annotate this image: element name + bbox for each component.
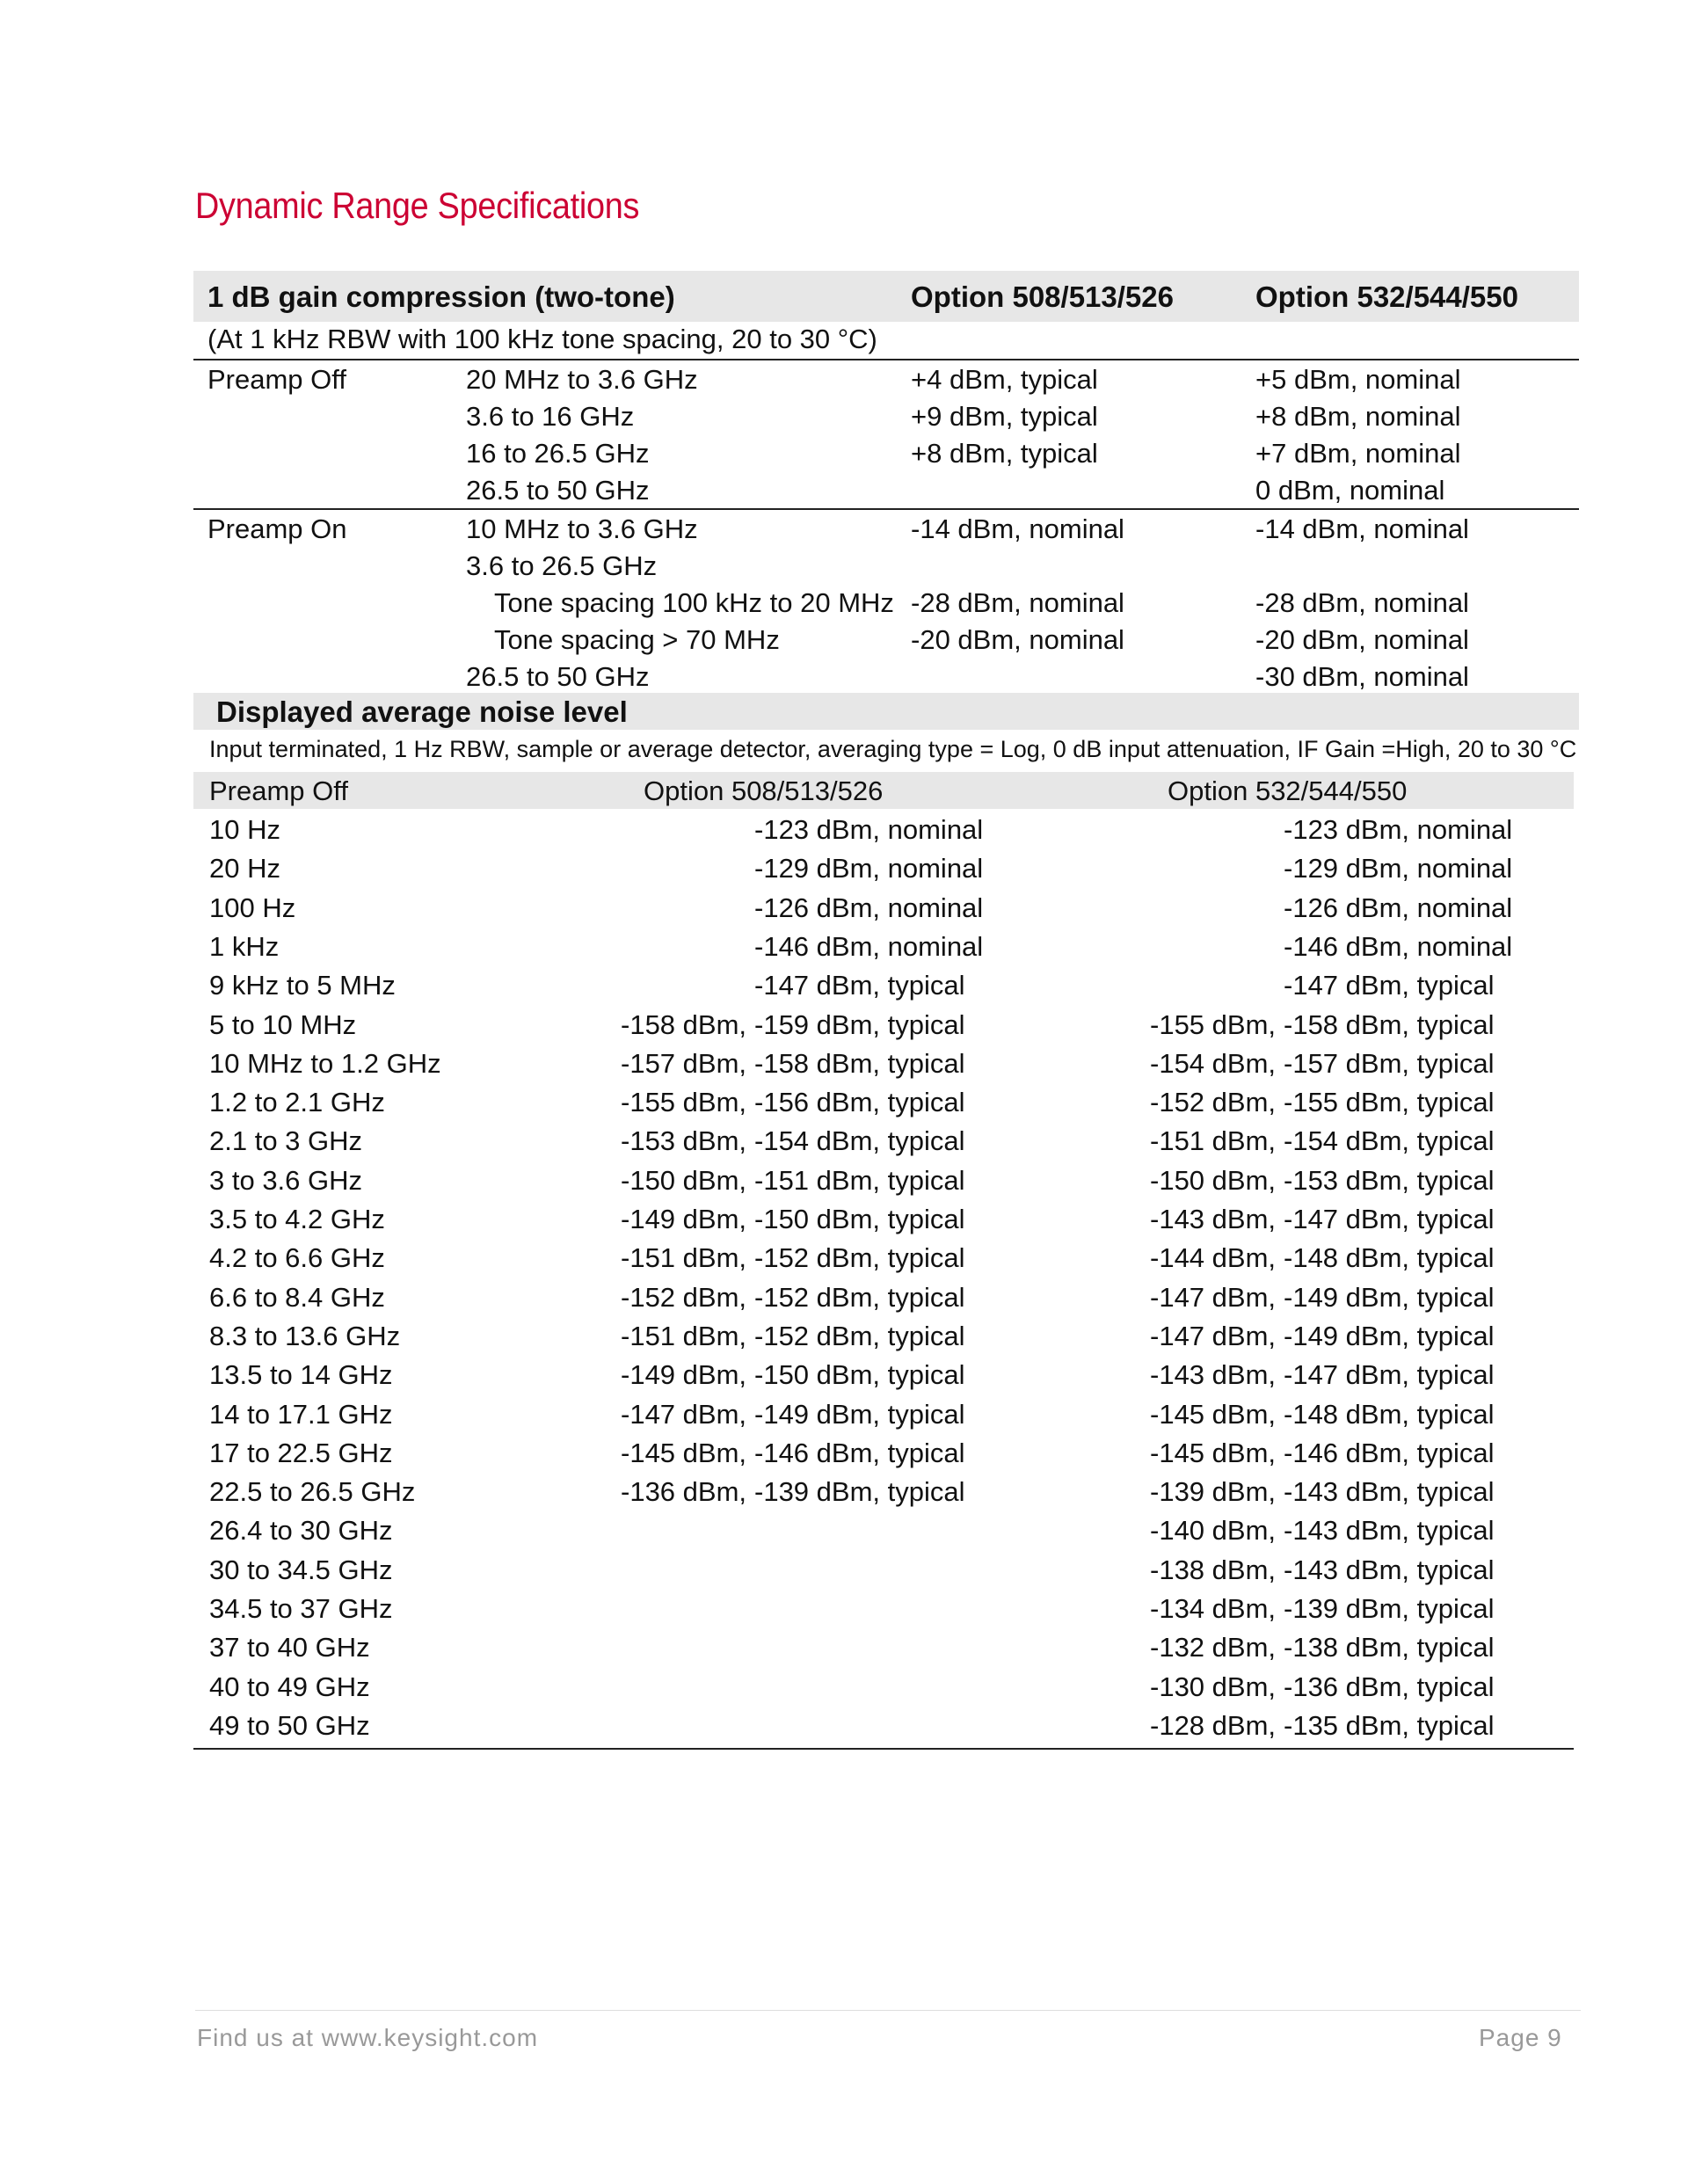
danl-freq: 14 to 17.1 GHz: [209, 1398, 393, 1430]
danl-532-value-b: -143 dBm, typical: [1284, 1554, 1495, 1585]
danl-532-value-b: -129 dBm, nominal: [1284, 853, 1513, 885]
danl-508-value-b: -150 dBm, typical: [754, 1359, 965, 1391]
danl-532-value-b: -157 dBm, typical: [1284, 1047, 1495, 1079]
danl-freq: 6.6 to 8.4 GHz: [209, 1281, 385, 1313]
danl-532-value-b: -146 dBm, nominal: [1284, 930, 1513, 962]
danl-508-value-b: -149 dBm, typical: [754, 1398, 965, 1430]
danl-col2-header: Option 532/544/550: [1168, 775, 1408, 806]
footer-page-number: Page 9: [1479, 2024, 1562, 2051]
danl-532-value-b: -143 dBm, typical: [1284, 1476, 1495, 1508]
gain-off-value-532: +5 dBm, nominal: [1255, 364, 1461, 395]
danl-532-value-a: -143 dBm,: [1150, 1204, 1277, 1234]
danl-508-value-a: -153 dBm,: [621, 1125, 747, 1157]
danl-532-value-b: -139 dBm, typical: [1284, 1593, 1495, 1624]
danl-freq: 20 Hz: [209, 853, 280, 885]
danl-508-value-b: -139 dBm, typical: [754, 1476, 965, 1508]
danl-532-value-b: -143 dBm, typical: [1284, 1515, 1495, 1547]
danl-532-value-a: -139 dBm,: [1150, 1476, 1277, 1508]
danl-532-value-a: -143 dBm,: [1150, 1359, 1277, 1391]
danl-532-value-a: -147 dBm,: [1150, 1281, 1277, 1313]
danl-508-value-a: -149 dBm,: [621, 1204, 747, 1234]
danl-532-value-a: -132 dBm,: [1150, 1632, 1277, 1663]
danl-508-value-a: -151 dBm,: [621, 1320, 747, 1351]
danl-freq: 1.2 to 2.1 GHz: [209, 1087, 385, 1118]
danl-532-value-a: -138 dBm,: [1150, 1554, 1277, 1585]
gain-on-freq: 10 MHz to 3.6 GHz: [466, 513, 698, 544]
gain-on-value-532: -30 dBm, nominal: [1255, 661, 1469, 692]
danl-freq: 22.5 to 26.5 GHz: [209, 1476, 416, 1508]
gain-col1-header: Option 508/513/526: [911, 280, 1174, 313]
danl-532-value-a: -155 dBm,: [1150, 1008, 1277, 1040]
danl-532-value-b: -148 dBm, typical: [1284, 1398, 1495, 1430]
gain-on-value-532: -28 dBm, nominal: [1255, 587, 1469, 618]
preamp-on-label: Preamp On: [207, 513, 347, 544]
danl-532-value-a: -154 dBm,: [1150, 1047, 1277, 1079]
danl-freq: 4.2 to 6.6 GHz: [209, 1242, 385, 1274]
danl-532-value-b: -123 dBm, nominal: [1284, 814, 1513, 845]
gain-off-value-508: +9 dBm, typical: [911, 401, 1098, 432]
danl-532-value-a: -140 dBm,: [1150, 1515, 1277, 1547]
gain-header-label: 1 dB gain compression (two-tone): [207, 280, 675, 313]
danl-freq: 3 to 3.6 GHz: [209, 1164, 363, 1196]
gain-off-value-508: +8 dBm, typical: [911, 438, 1098, 469]
danl-532-value-a: -145 dBm,: [1150, 1437, 1277, 1468]
gain-condition: (At 1 kHz RBW with 100 kHz tone spacing, 20 to 30 °C): [207, 324, 877, 354]
danl-532-value-b: -136 dBm, typical: [1284, 1671, 1495, 1702]
danl-532-value-b: -147 dBm, typical: [1284, 1359, 1495, 1391]
danl-freq: 26.4 to 30 GHz: [209, 1515, 393, 1547]
danl-freq: 34.5 to 37 GHz: [209, 1593, 393, 1624]
gain-off-value-532: +7 dBm, nominal: [1255, 438, 1461, 469]
danl-freq: 100 Hz: [209, 892, 296, 923]
gain-off-freq: 16 to 26.5 GHz: [466, 438, 650, 469]
danl-508-value-a: -152 dBm,: [621, 1281, 747, 1313]
gain-off-value-508: +4 dBm, typical: [911, 364, 1098, 395]
danl-freq: 10 MHz to 1.2 GHz: [209, 1047, 441, 1079]
danl-532-value-a: -151 dBm,: [1150, 1125, 1277, 1157]
danl-508-value-b: -146 dBm, typical: [754, 1437, 965, 1468]
gain-off-freq: 26.5 to 50 GHz: [466, 475, 650, 506]
danl-freq: 10 Hz: [209, 814, 280, 845]
danl-freq: 5 to 10 MHz: [209, 1008, 357, 1040]
danl-freq: 17 to 22.5 GHz: [209, 1437, 393, 1468]
danl-532-value-b: -147 dBm, typical: [1284, 970, 1495, 1001]
danl-508-value-a: -145 dBm,: [621, 1437, 747, 1468]
gain-on-freq: Tone spacing > 70 MHz: [494, 624, 780, 655]
gain-off-freq: 20 MHz to 3.6 GHz: [466, 364, 698, 395]
danl-508-value-a: -150 dBm,: [621, 1164, 747, 1196]
danl-508-value-b: -126 dBm, nominal: [754, 892, 984, 923]
danl-freq: 3.5 to 4.2 GHz: [209, 1204, 385, 1234]
rule-gain-top: [193, 359, 1579, 360]
danl-freq: 37 to 40 GHz: [209, 1632, 370, 1663]
danl-532-value-b: -126 dBm, nominal: [1284, 892, 1513, 923]
danl-freq: 13.5 to 14 GHz: [209, 1359, 393, 1391]
gain-col2-header: Option 532/544/550: [1255, 280, 1518, 313]
rule-danl-bottom: [193, 1748, 1574, 1750]
danl-508-value-b: -129 dBm, nominal: [754, 853, 984, 885]
danl-532-value-b: -155 dBm, typical: [1284, 1087, 1495, 1118]
danl-532-value-a: -128 dBm,: [1150, 1709, 1277, 1741]
gain-on-freq: Tone spacing 100 kHz to 20 MHz: [494, 587, 894, 618]
danl-508-value-b: -123 dBm, nominal: [754, 814, 984, 845]
danl-508-value-b: -150 dBm, typical: [754, 1204, 965, 1234]
gain-on-value-508: -28 dBm, nominal: [911, 587, 1124, 618]
danl-508-value-a: -136 dBm,: [621, 1476, 747, 1508]
danl-freq: 30 to 34.5 GHz: [209, 1554, 393, 1585]
gain-on-freq: 3.6 to 26.5 GHz: [466, 550, 658, 581]
danl-532-value-b: -135 dBm, typical: [1284, 1709, 1495, 1741]
danl-freq: 8.3 to 13.6 GHz: [209, 1320, 401, 1351]
danl-532-value-a: -144 dBm,: [1150, 1242, 1277, 1274]
gain-on-freq: 26.5 to 50 GHz: [466, 661, 650, 692]
danl-freq: 9 kHz to 5 MHz: [209, 970, 396, 1001]
danl-532-value-b: -149 dBm, typical: [1284, 1281, 1495, 1313]
gain-off-value-532: 0 dBm, nominal: [1255, 475, 1445, 506]
danl-532-value-b: -149 dBm, typical: [1284, 1320, 1495, 1351]
danl-508-value-b: -152 dBm, typical: [754, 1320, 965, 1351]
danl-532-value-a: -147 dBm,: [1150, 1320, 1277, 1351]
danl-508-value-b: -156 dBm, typical: [754, 1087, 965, 1118]
danl-532-value-b: -158 dBm, typical: [1284, 1008, 1495, 1040]
danl-532-value-a: -145 dBm,: [1150, 1398, 1277, 1430]
danl-condition: Input terminated, 1 Hz RBW, sample or average detector, averaging type = Log, 0 dB input attenuation, IF Gain =High, 20 to 30 °C: [209, 736, 1577, 762]
danl-508-value-b: -154 dBm, typical: [754, 1125, 965, 1157]
danl-508-value-b: -152 dBm, typical: [754, 1281, 965, 1313]
gain-off-value-532: +8 dBm, nominal: [1255, 401, 1461, 432]
danl-532-value-b: -138 dBm, typical: [1284, 1632, 1495, 1663]
danl-508-value-b: -158 dBm, typical: [754, 1047, 965, 1079]
preamp-off-label: Preamp Off: [207, 364, 346, 395]
gain-on-value-508: -20 dBm, nominal: [911, 624, 1124, 655]
danl-freq: 1 kHz: [209, 930, 280, 962]
danl-532-value-b: -154 dBm, typical: [1284, 1125, 1495, 1157]
footer-link[interactable]: Find us at www.keysight.com: [197, 2024, 539, 2051]
page-title: Dynamic Range Specifications: [195, 185, 640, 226]
gain-on-value-508: -14 dBm, nominal: [911, 513, 1124, 544]
danl-532-value-b: -153 dBm, typical: [1284, 1164, 1495, 1196]
gain-on-value-532: -20 dBm, nominal: [1255, 624, 1469, 655]
danl-508-value-a: -158 dBm,: [621, 1008, 747, 1040]
danl-532-value-a: -152 dBm,: [1150, 1087, 1277, 1118]
danl-header-label: Displayed average noise level: [216, 695, 628, 728]
danl-508-value-b: -147 dBm, typical: [754, 970, 965, 1001]
danl-508-value-b: -146 dBm, nominal: [754, 930, 984, 962]
gain-off-freq: 3.6 to 16 GHz: [466, 401, 635, 432]
danl-preamp-label: Preamp Off: [209, 775, 348, 806]
rule-gain-mid: [193, 508, 1579, 510]
footer-rule: [195, 2010, 1581, 2011]
danl-508-value-a: -157 dBm,: [621, 1047, 747, 1079]
danl-freq: 2.1 to 3 GHz: [209, 1125, 363, 1157]
gain-on-value-532: -14 dBm, nominal: [1255, 513, 1469, 544]
danl-532-value-b: -148 dBm, typical: [1284, 1242, 1495, 1274]
danl-508-value-a: -155 dBm,: [621, 1087, 747, 1118]
danl-508-value-b: -159 dBm, typical: [754, 1008, 965, 1040]
danl-532-value-b: -147 dBm, typical: [1284, 1204, 1495, 1234]
danl-col1-header: Option 508/513/526: [644, 775, 884, 806]
danl-508-value-a: -151 dBm,: [621, 1242, 747, 1274]
danl-508-value-a: -147 dBm,: [621, 1398, 747, 1430]
danl-freq: 40 to 49 GHz: [209, 1671, 370, 1702]
danl-508-value-b: -152 dBm, typical: [754, 1242, 965, 1274]
danl-532-value-a: -150 dBm,: [1150, 1164, 1277, 1196]
danl-508-value-b: -151 dBm, typical: [754, 1164, 965, 1196]
danl-freq: 49 to 50 GHz: [209, 1709, 370, 1741]
danl-532-value-a: -134 dBm,: [1150, 1593, 1277, 1624]
danl-508-value-a: -149 dBm,: [621, 1359, 747, 1391]
danl-532-value-b: -146 dBm, typical: [1284, 1437, 1495, 1468]
danl-532-value-a: -130 dBm,: [1150, 1671, 1277, 1702]
